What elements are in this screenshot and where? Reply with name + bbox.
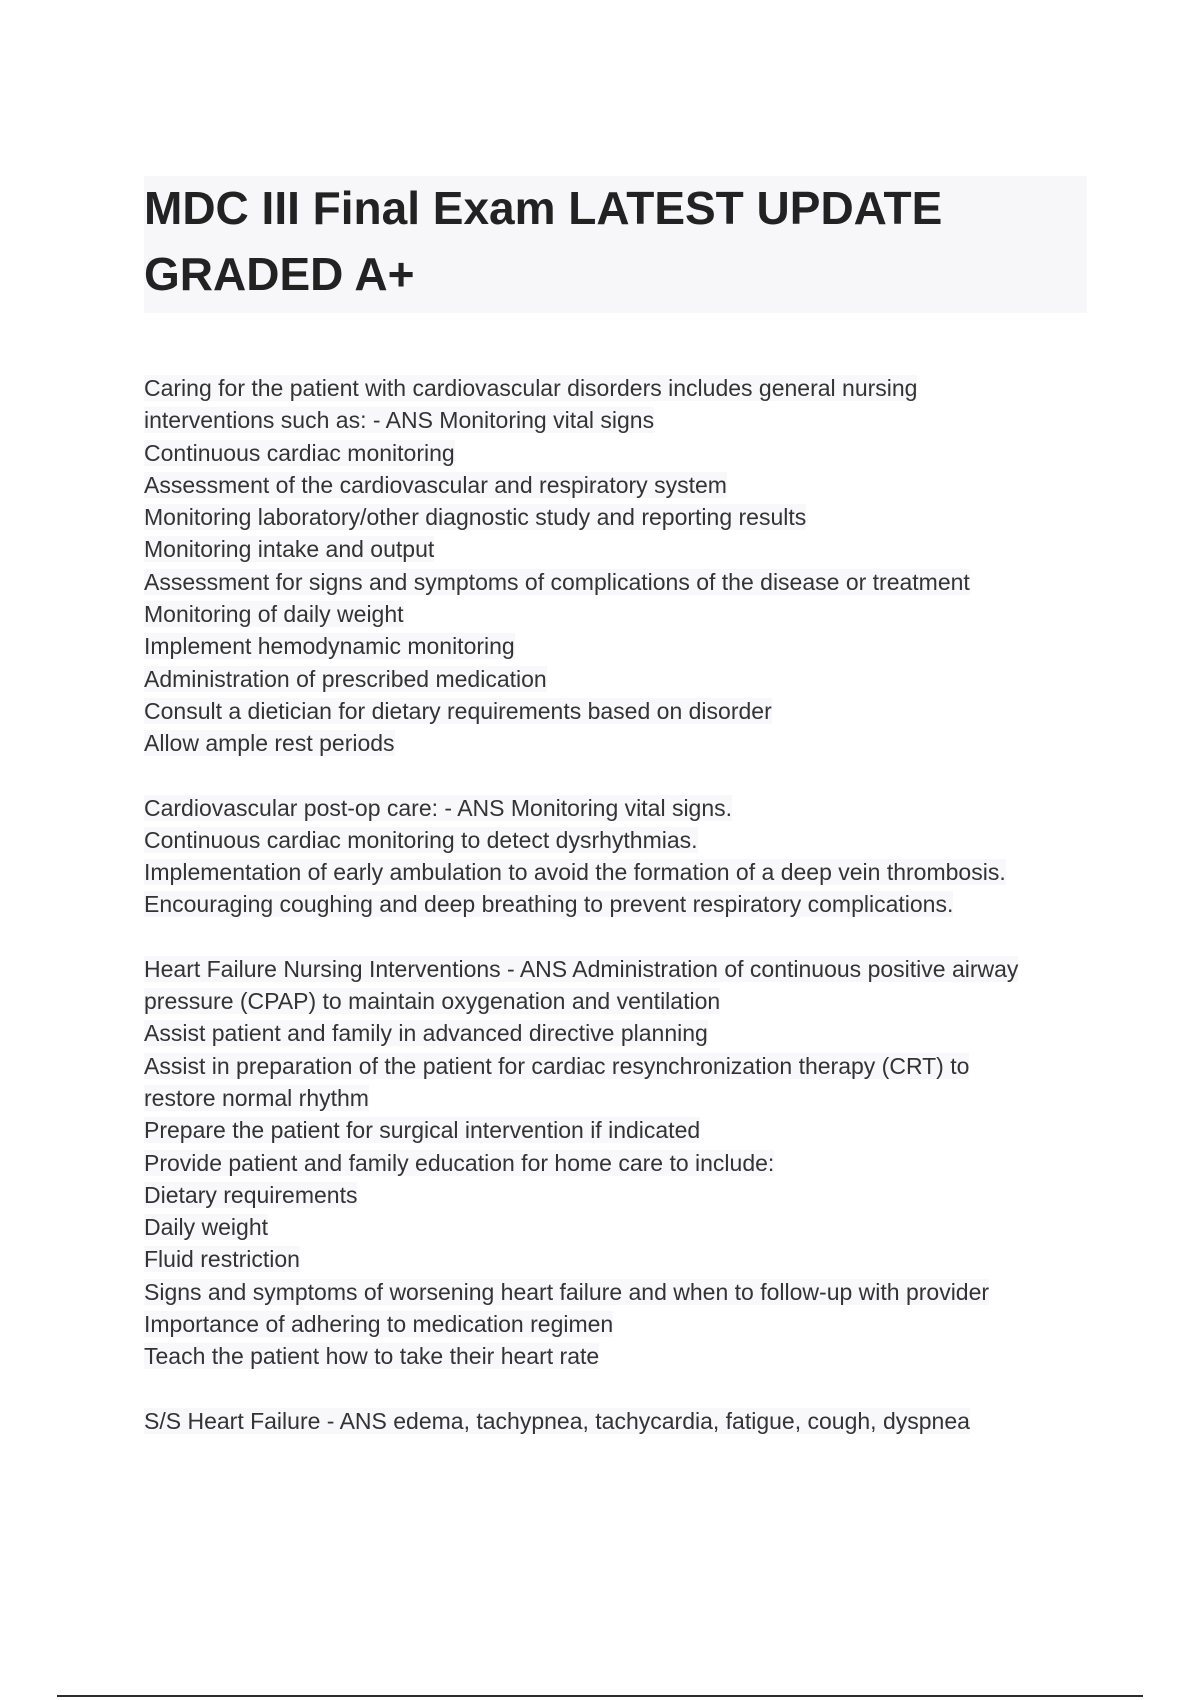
- text-line: Dietary requirements: [144, 1181, 358, 1208]
- text-line: Monitoring laboratory/other diagnostic study and reporting results: [144, 504, 807, 531]
- paragraph-gap: [144, 760, 1104, 792]
- title-line-2: GRADED A+: [144, 248, 415, 300]
- text-line: interventions such as: - ANS Monitoring vital signs: [144, 407, 655, 434]
- paragraph-gap: [144, 1373, 1104, 1405]
- text-line: Implement hemodynamic monitoring: [144, 633, 515, 660]
- qa-item-post-op-care: [144, 792, 1104, 921]
- qa-item-cardiovascular-interventions: [144, 372, 1104, 760]
- paragraph-gap: [144, 921, 1104, 953]
- document-title: [144, 176, 1087, 313]
- qa-item-heart-failure-interventions: [144, 953, 1104, 1373]
- text-line: Encouraging coughing and deep breathing to prevent respiratory complications.: [144, 891, 954, 918]
- text-line: Assist patient and family in advanced directive planning: [144, 1020, 708, 1047]
- title-line-1: MDC III Final Exam LATEST UPDATE: [144, 182, 943, 234]
- text-line: Assessment of the cardiovascular and respiratory system: [144, 471, 727, 498]
- text-line: Administration of prescribed medication: [144, 665, 547, 692]
- text-line: Signs and symptoms of worsening heart failure and when to follow-up with provider: [144, 1278, 990, 1305]
- text-line: Assessment for signs and symptoms of complications of the disease or treatment: [144, 568, 970, 595]
- text-line: S/S Heart Failure - ANS edema, tachypnea, tachycardia, fatigue, cough, dyspnea: [144, 1407, 970, 1434]
- text-line: Consult a dietician for dietary requirements based on disorder: [144, 697, 772, 724]
- text-line: Importance of adhering to medication regimen: [144, 1311, 614, 1338]
- text-line: Implementation of early ambulation to avoid the formation of a deep vein thrombosis.: [144, 859, 1006, 886]
- text-line: Cardiovascular post-op care: - ANS Monitoring vital signs.: [144, 794, 733, 821]
- document-body: [144, 372, 1104, 1437]
- text-line: Monitoring of daily weight: [144, 601, 404, 628]
- text-line: Prepare the patient for surgical intervention if indicated: [144, 1117, 701, 1144]
- text-line: Allow ample rest periods: [144, 730, 395, 757]
- qa-item-heart-failure-signs: [144, 1405, 1104, 1437]
- text-line: Teach the patient how to take their heart rate: [144, 1343, 600, 1370]
- footer-divider: [57, 1695, 1143, 1697]
- text-line: restore normal rhythm: [144, 1084, 369, 1111]
- text-line: Continuous cardiac monitoring to detect dysrhythmias.: [144, 826, 698, 853]
- text-line: Continuous cardiac monitoring: [144, 439, 455, 466]
- text-line: Provide patient and family education for home care to include:: [144, 1149, 775, 1176]
- text-line: Fluid restriction: [144, 1246, 300, 1273]
- text-line: Assist in preparation of the patient for cardiac resynchronization therapy (CRT) to: [144, 1052, 970, 1079]
- text-line: Monitoring intake and output: [144, 536, 435, 563]
- text-line: Caring for the patient with cardiovascular disorders includes general nursing: [144, 375, 918, 401]
- text-line: Daily weight: [144, 1214, 268, 1241]
- text-line: Heart Failure Nursing Interventions - ANS Administration of continuous positive airway: [144, 955, 1019, 982]
- text-line: pressure (CPAP) to maintain oxygenation and ventilation: [144, 988, 721, 1015]
